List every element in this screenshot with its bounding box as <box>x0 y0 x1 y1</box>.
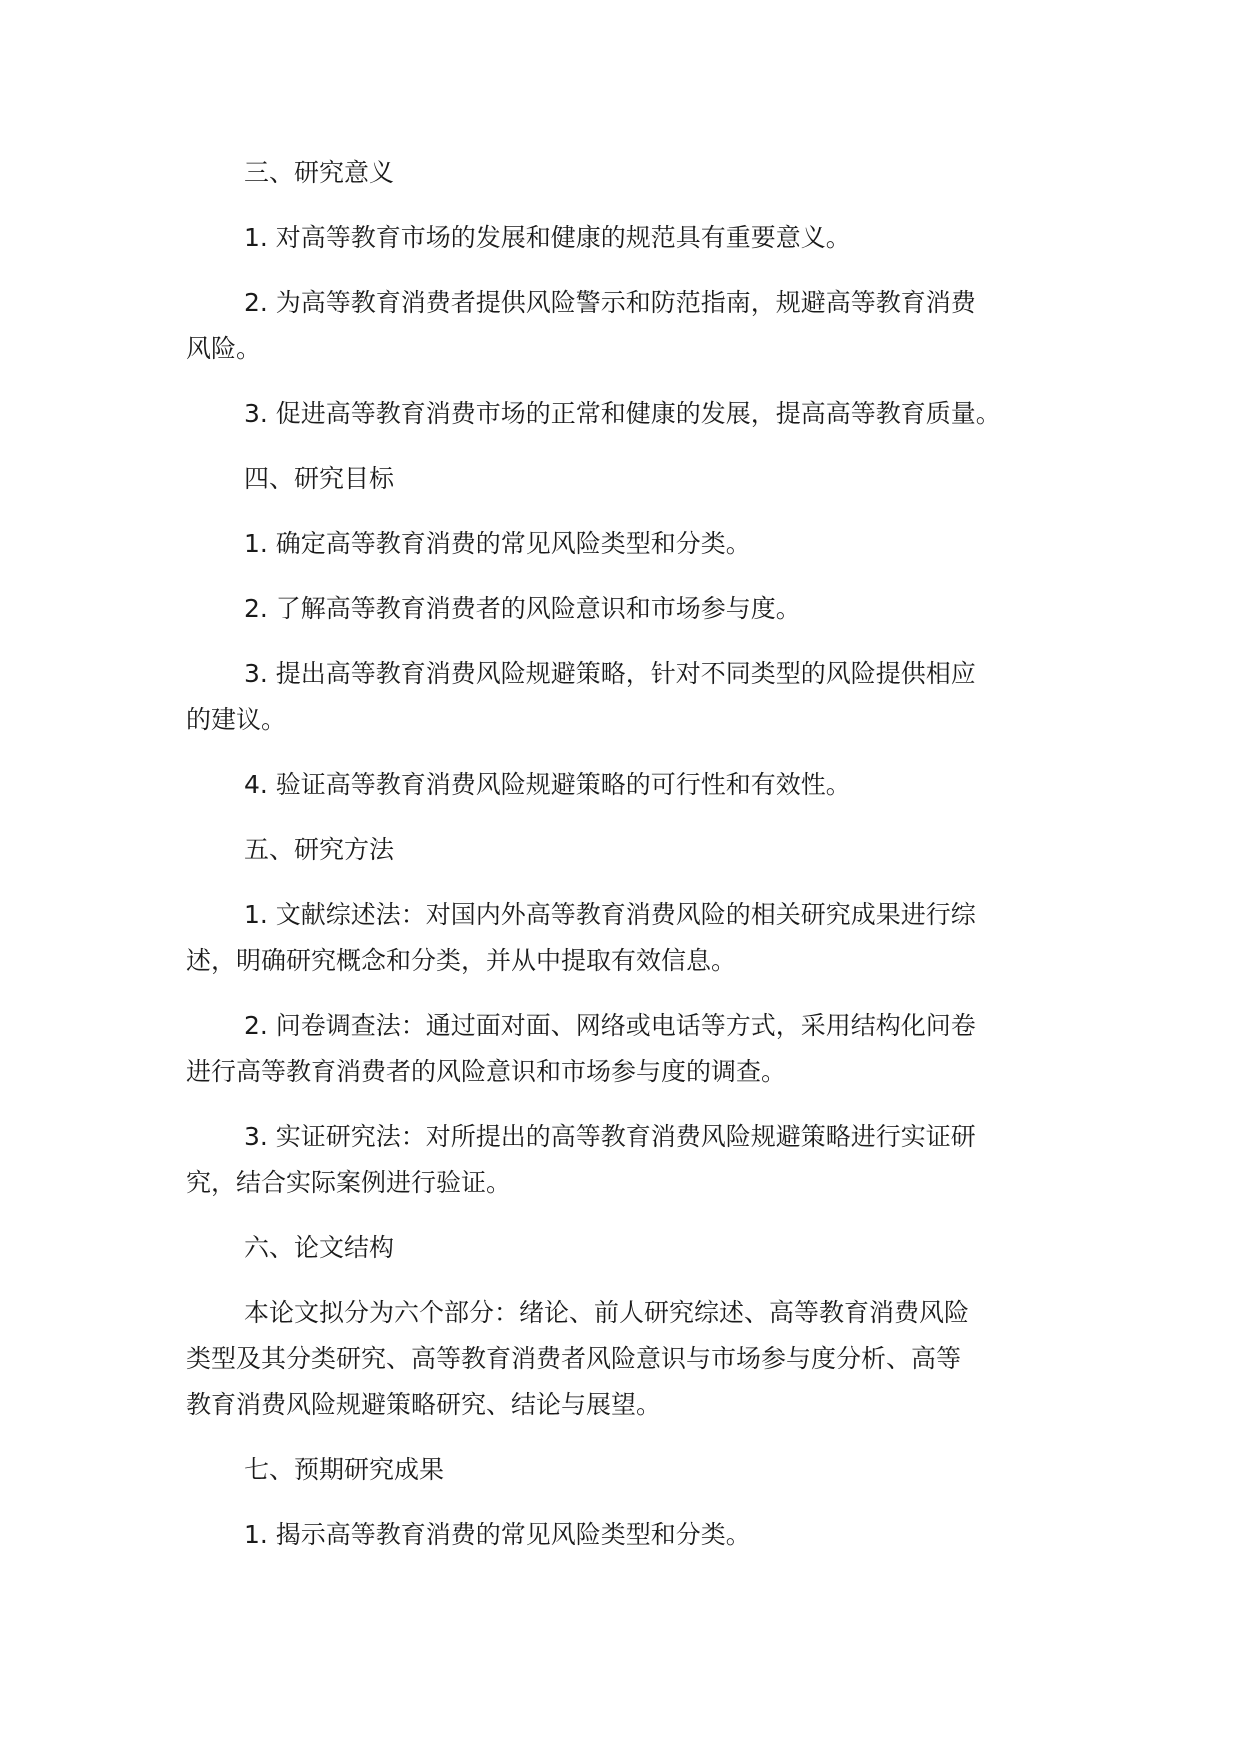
paragraph <box>186 280 1046 372</box>
paragraph <box>186 1290 1046 1428</box>
text-line: 四、研究目标 <box>244 464 395 493</box>
paragraph <box>186 391 1046 437</box>
text-line: 述，明确研究概念和分类，并从中提取有效信息。 <box>186 946 737 975</box>
text-line: 1. 揭示高等教育消费的常见风险类型和分类。 <box>244 1520 751 1549</box>
text-line: 进行高等教育消费者的风险意识和市场参与度的调查。 <box>186 1057 787 1086</box>
text-line: 2. 为高等教育消费者提供风险警示和防范指南，规避高等教育消费 <box>244 288 976 317</box>
text-line: 4. 验证高等教育消费风险规避策略的可行性和有效性。 <box>244 770 851 799</box>
text-line: 三、研究意义 <box>244 158 395 187</box>
paragraph <box>186 651 1046 743</box>
text-line: 教育消费风险规避策略研究、结论与展望。 <box>186 1390 662 1419</box>
paragraph <box>186 762 1046 808</box>
paragraph <box>186 892 1046 984</box>
text-line: 本论文拟分为六个部分：绪论、前人研究综述、高等教育消费风险 <box>244 1298 970 1327</box>
paragraph <box>186 1225 1046 1271</box>
text-line: 1. 对高等教育市场的发展和健康的规范具有重要意义。 <box>244 223 851 252</box>
text-line: 2. 了解高等教育消费者的风险意识和市场参与度。 <box>244 594 801 623</box>
document-body <box>186 150 1046 1577</box>
paragraph <box>186 1447 1046 1493</box>
text-line: 五、研究方法 <box>244 835 395 864</box>
text-line: 风险。 <box>186 334 262 363</box>
paragraph <box>186 456 1046 502</box>
paragraph <box>186 215 1046 261</box>
text-line: 1. 确定高等教育消费的常见风险类型和分类。 <box>244 529 751 558</box>
text-line: 类型及其分类研究、高等教育消费者风险意识与市场参与度分析、高等 <box>186 1344 962 1373</box>
text-line: 3. 实证研究法：对所提出的高等教育消费风险规避策略进行实证研 <box>244 1122 976 1151</box>
paragraph <box>186 1003 1046 1095</box>
paragraph <box>186 1114 1046 1206</box>
paragraph <box>186 586 1046 632</box>
text-line: 六、论文结构 <box>244 1233 395 1262</box>
text-line: 究，结合实际案例进行验证。 <box>186 1168 512 1197</box>
paragraph <box>186 150 1046 196</box>
paragraph <box>186 521 1046 567</box>
text-line: 1. 文献综述法：对国内外高等教育消费风险的相关研究成果进行综 <box>244 900 976 929</box>
text-line: 3. 促进高等教育消费市场的正常和健康的发展，提高高等教育质量。 <box>244 399 1001 428</box>
text-line: 2. 问卷调查法：通过面对面、网络或电话等方式，采用结构化问卷 <box>244 1011 976 1040</box>
paragraph <box>186 827 1046 873</box>
paragraph <box>186 1512 1046 1558</box>
text-line: 七、预期研究成果 <box>244 1455 445 1484</box>
text-line: 的建议。 <box>186 705 287 734</box>
text-line: 3. 提出高等教育消费风险规避策略，针对不同类型的风险提供相应 <box>244 659 976 688</box>
